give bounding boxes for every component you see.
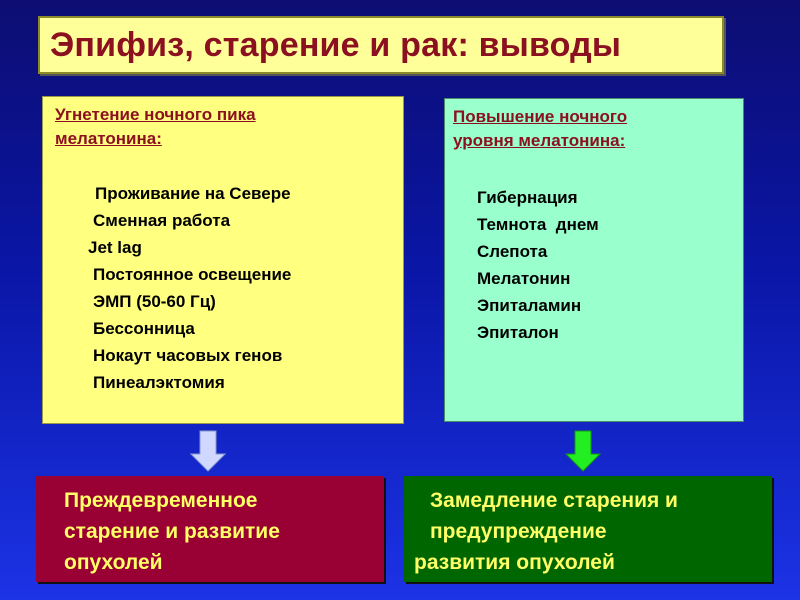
- list-item: Эпиталон: [477, 323, 559, 342]
- down-arrow-icon: [190, 430, 226, 472]
- left-heading-line-2: мелатонина:: [55, 129, 162, 148]
- conclusion-right-line-1: Замедление старения и: [430, 489, 678, 512]
- conclusion-left-line-2: старение и развитие: [64, 520, 280, 543]
- conclusion-right-line-3: развития опухолей: [414, 551, 615, 574]
- list-item: Эпиталамин: [477, 296, 582, 315]
- list-item: Гибернация: [477, 188, 578, 207]
- list-item: ЭМП (50-60 Гц): [93, 292, 216, 311]
- conclusion-slowed-aging: [404, 476, 772, 582]
- list-item: Мелатонин: [477, 269, 571, 288]
- conclusion-premature-aging: [36, 476, 384, 582]
- list-item: Проживание на Севере: [95, 184, 291, 203]
- right-heading-line-2: уровня мелатонина:: [453, 131, 626, 150]
- left-heading-line-1: Угнетение ночного пика: [55, 105, 256, 124]
- conclusion-left-line-3: опухолей: [64, 551, 163, 574]
- left-factor-list: [43, 180, 291, 396]
- right-panel-increase: [444, 98, 744, 422]
- list-item: Бессонница: [93, 319, 195, 338]
- conclusion-left-line-1: Преждевременное: [64, 489, 258, 512]
- down-arrow-icon: [565, 430, 601, 472]
- left-panel-decrease: [42, 96, 404, 424]
- list-item: Постоянное освещение: [93, 265, 292, 284]
- page-title: Эпифиз, старение и рак: выводы: [50, 25, 622, 64]
- left-panel-heading: [55, 103, 256, 151]
- list-item: Слепота: [477, 242, 548, 261]
- title-banner: [38, 16, 724, 74]
- list-item: Пинеалэктомия: [93, 373, 225, 392]
- right-panel-heading: [453, 105, 627, 153]
- right-heading-line-1: Повышение ночного: [453, 107, 628, 126]
- list-item: Темнота днем: [477, 215, 599, 234]
- list-item: Сменная работа: [93, 211, 231, 230]
- right-factor-list: [477, 184, 599, 346]
- conclusion-right-line-2: предупреждение: [430, 520, 607, 543]
- list-item: Нокаут часовых генов: [93, 346, 283, 365]
- list-item: Jet lag: [88, 238, 142, 257]
